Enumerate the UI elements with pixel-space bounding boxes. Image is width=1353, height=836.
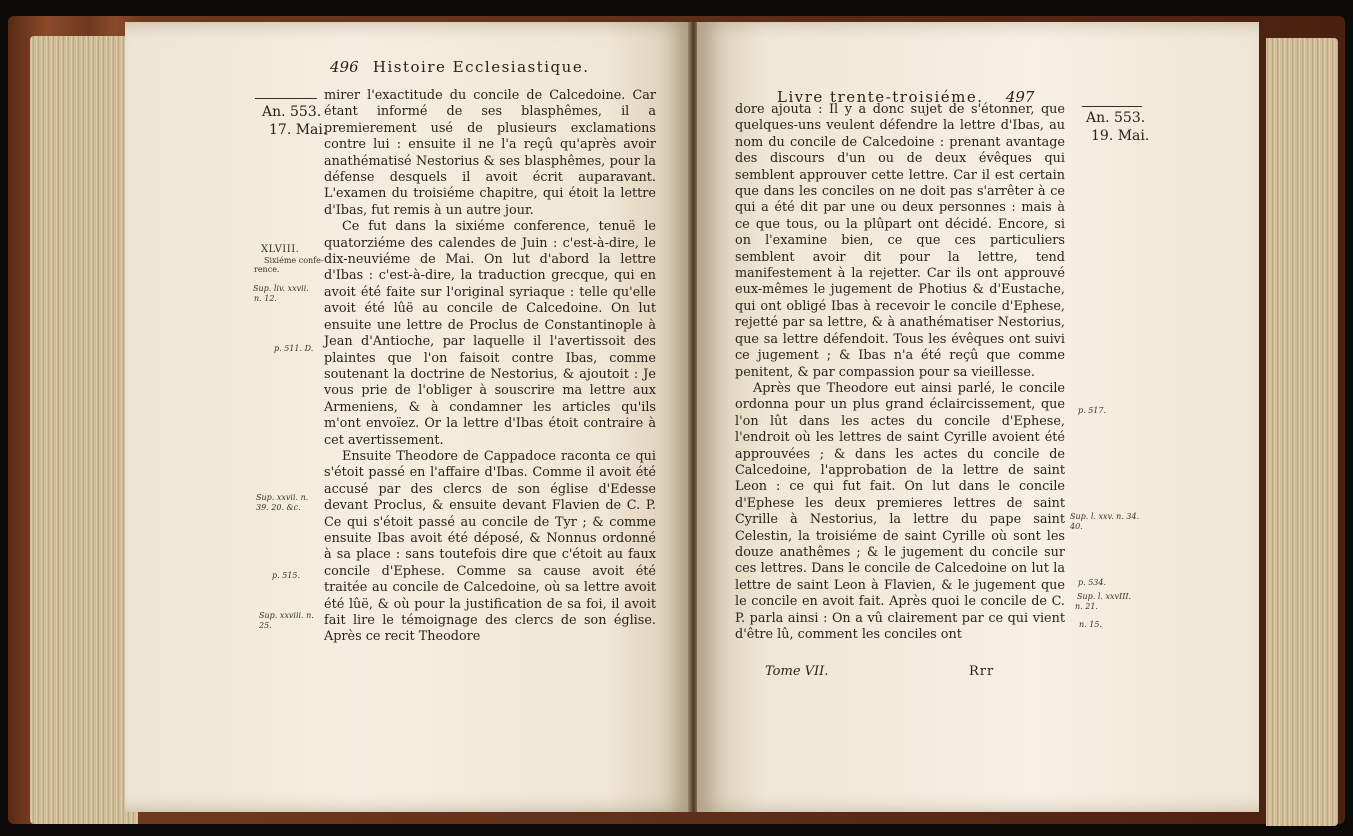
right-body-text <box>735 102 1065 643</box>
side-note-ref: Sup. liv. xxvii. <box>253 284 309 293</box>
side-note-ref: Sup. xxvii. n. <box>256 493 309 502</box>
side-note-ref: n. 12. <box>254 294 277 303</box>
right-page-number: 497 <box>1005 88 1035 106</box>
side-note-ref: Sup. l. xxvIII. <box>1077 592 1132 601</box>
paragraph: dore ajouta : Il y a donc sujet de s'étonner, que quelques-uns veulent défendre la lettre d'Ibas, au nom du concile de Calcedoine : prenant avantage des discours d'un ou de deux évêques qui semblent approuver cette lettre. Car il est certain que dans les conciles on ne doit pas s'arrêter à ce qui a été dit par une ou deux personnes : mais à ce que tous, ou la plûpart ont décidé. Encore, si on l'examine bien, ce que ces particuliers semblent avoir dit pour la lettre, tend manifestement à la rejetter. Car ils ont approuvé eux-mêmes le jugement de Photius & d'Eustache, qui ont obligé Ibas à recevoir le concile d'Ephese, rejetté par sa lettre, & à anathématiser Nestorius, que sa lettre défendoit. Tous les évêques ont suivi ce jugement ; & Ibas n'a été reçû que comme penitent, & par compassion pour sa vieillesse. <box>735 102 1065 380</box>
paragraph: Ce fut dans la sixiéme conference, tenuë le quatorziéme des calendes de Juin : c'est-à-dire, le dix-neuviéme de Mai. On lut d'abord la lettre d'Ibas : c'est-à-dire, la traduction grecque, qui en avoit été faite sur l'original syriaque : telle qu'elle avoit été lûë au concile de Calcedoine. On lut ensuite une lettre de Proclus de Constantinople à Jean d'Antioche, par laquelle il l'avertissoit des plaintes que l'on faisoit contre Ibas, comme soutenant la doctrine de Nestorius, & ajoutoit : Je vous prie de l'obliger à souscrire ma lettre aux Armeniens, & à condamner les articles qu'ils m'ont envoïez. Or la lettre d'Ibas étoit contraire à cet avertissement. <box>324 219 656 448</box>
left-body-text <box>324 88 656 646</box>
margin-year: An. 553. <box>1086 110 1146 126</box>
side-note-ref: Sup. xxviii. n. <box>259 611 314 620</box>
margin-rule <box>255 98 317 99</box>
right-page-edges <box>1266 38 1338 826</box>
margin-day: 19. Mai. <box>1091 128 1150 144</box>
side-note-page: p. 534. <box>1078 578 1107 587</box>
side-note-page: p. 515. <box>272 571 301 580</box>
left-running-head <box>330 58 589 76</box>
right-page <box>697 22 1259 812</box>
side-note-ref: 25. <box>259 621 272 630</box>
side-note-ref: n. 15. <box>1079 620 1102 629</box>
right-running-title: Livre trente-troisiéme. <box>777 88 984 106</box>
left-page-number: 496 <box>330 58 359 76</box>
side-note-page: p. 511. D. <box>274 344 314 353</box>
paragraph: Ensuite Theodore de Cappadoce raconta ce qui s'étoit passé en l'affaire d'Ibas. Comme il avoit été accusé par des clercs de son église d'Edesse devant Proclus, & ensuite devant Flavien de C. P. Ce qui s'étoit passé au concile de Tyr ; & comme ensuite Ibas avoit été déposé, & Nonnus ordonné à sa place : sans toutefois dire que c'étoit au faux concile d'Ephese. Comme sa cause avoit été traitée au concile de Calcedoine, où sa lettre avoit été lûë, & où pour la justification de sa foi, il avoit fait lire le témoignage des clercs de son église. Après ce recit Theodore <box>324 448 656 645</box>
side-note-ref: Sup. l. xxv. n. 34. <box>1070 512 1140 521</box>
left-page-edges <box>30 36 138 824</box>
margin-rule <box>1082 106 1142 107</box>
margin-day: 17. Mai. <box>269 122 328 138</box>
section-number: XLVIII. <box>261 244 300 255</box>
left-page <box>125 22 690 812</box>
side-note-ref: n. 21. <box>1075 602 1098 611</box>
left-running-title: Histoire Ecclesiastique. <box>372 58 590 76</box>
footer-volume: Tome VII. <box>765 664 829 679</box>
side-note-page: p. 517. <box>1078 406 1107 415</box>
footer-signature: Rrr <box>969 664 995 679</box>
paragraph: mirer l'exactitude du concile de Calcedoine. Car étant informé de ses blasphêmes, il a premierement usé de plusieurs exclamations contre lui : ensuite il ne l'a reçû qu'après avoir anathématisé Nestorius & ses blasphêmes, pour la défense desquels il avoit écrit auparavant. L'examen du troisiéme chapitre, qui étoit la lettre d'Ibas, fut remis à un autre jour. <box>324 88 656 218</box>
side-note-ref: 39. 20. &c. <box>256 503 301 512</box>
section-title-line-1: Sixiéme confe- <box>264 256 324 265</box>
section-title-line-2: rence. <box>254 265 280 274</box>
side-note-ref: 40. <box>1070 522 1083 531</box>
margin-year: An. 553. <box>262 104 322 120</box>
paragraph: Après que Theodore eut ainsi parlé, le concile ordonna pour un plus grand éclaircissement, que l'on lût dans les actes du concile d'Ephese, l'endroit où les lettres de saint Cyrille avoient été approuvées ; & dans les actes du concile de Calcedoine, l'approbation de la lettre de saint Leon : ce qui fut fait. On lut dans le concile d'Ephese les deux premieres lettres de saint Cyrille à Nestorius, la lettre du pape saint Celestin, la troisiéme de saint Cyrille où sont les douze anathêmes ; & le jugement du concile sur ces lettres. Dans le concile de Calcedoine on lut la lettre de saint Leon à Flavien, & le jugement que le concile en avoit fait. Après quoi le concile de C. P. parla ainsi : On a vû clairement par ce qui vient d'être lû, comment les conciles ont <box>735 380 1065 642</box>
